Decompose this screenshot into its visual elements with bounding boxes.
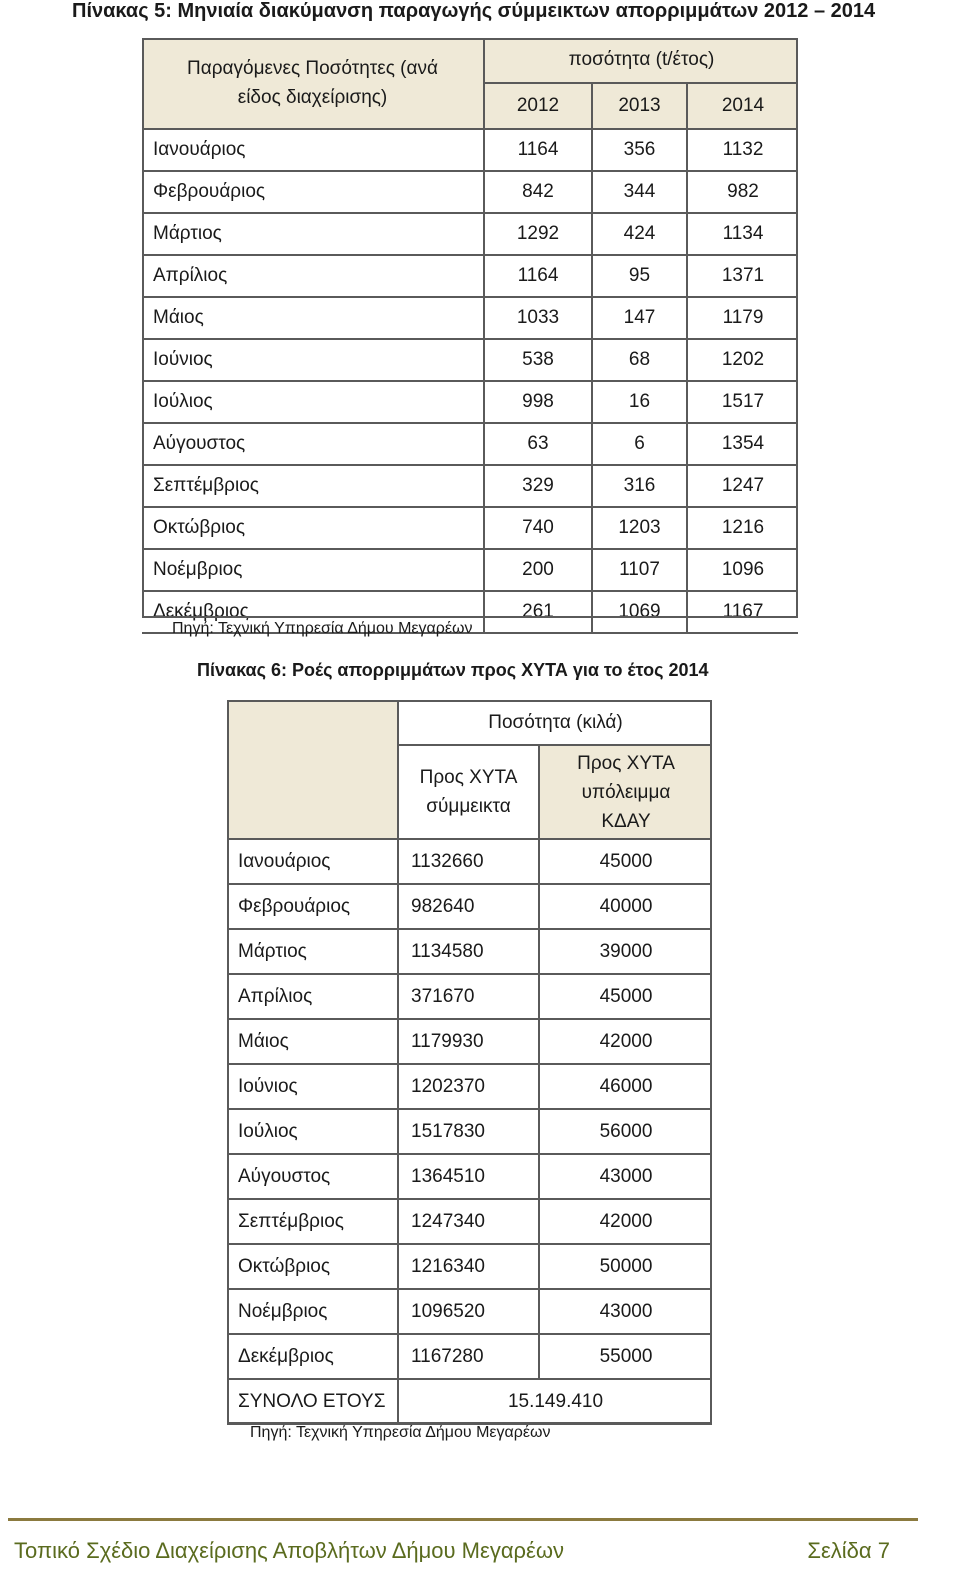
table5-month-cell: Μάιος [142, 297, 484, 339]
table5-value-2014: 1216 [687, 507, 798, 549]
table6-row [227, 1289, 712, 1334]
footer-rule [8, 1518, 918, 1521]
table5-header-unit: ποσότητα (t/έτος) [484, 38, 798, 83]
table5-value-2014: 1134 [687, 213, 798, 255]
table5-row [142, 465, 798, 507]
table5-value-2014: 1179 [687, 297, 798, 339]
table6-mixed-value: 1167280 [398, 1334, 539, 1379]
table6-header-unit: Ποσότητα (κιλά) [398, 700, 712, 745]
table6-mixed-value: 1134580 [398, 929, 539, 974]
table6-total-label: ΣΥΝΟΛΟ ΕΤΟΥΣ [227, 1379, 398, 1424]
table6-total-value: 15.149.410 [398, 1379, 712, 1424]
table6-residue-value: 42000 [539, 1199, 712, 1244]
table5-row [142, 129, 798, 171]
table6-residue-value: 55000 [539, 1334, 712, 1379]
table5-value-2012: 329 [484, 465, 592, 507]
table6-residue-value: 43000 [539, 1289, 712, 1334]
table5-month-cell: Ιούνιος [142, 339, 484, 381]
table6-mixed-value: 1096520 [398, 1289, 539, 1334]
table5-value-2014: 1202 [687, 339, 798, 381]
table5-row [142, 381, 798, 423]
table6-month-cell: Φεβρουάριος [227, 884, 398, 929]
table6-row [227, 1109, 712, 1154]
footer-document-title: Τοπικό Σχέδιο Διαχείρισης Αποβλήτων Δήμου Μεγαρέων [14, 1538, 565, 1563]
table6-month-cell: Απρίλιος [227, 974, 398, 1019]
table5-month-cell: Οκτώβριος [142, 507, 484, 549]
table6-row [227, 929, 712, 974]
table6-row [227, 1199, 712, 1244]
table5-value-2012: 1164 [484, 129, 592, 171]
table5-value-2013: 356 [592, 129, 687, 171]
table5-value-2012: 1292 [484, 213, 592, 255]
table6-residue-value: 56000 [539, 1109, 712, 1154]
table5-value-2013: 16 [592, 381, 687, 423]
table6-month-cell: Ιούλιος [227, 1109, 398, 1154]
table6-mixed-value: 1179930 [398, 1019, 539, 1064]
table5-value-2014: 1247 [687, 465, 798, 507]
table5-value-2012: 998 [484, 381, 592, 423]
table5-month-cell: Φεβρουάριος [142, 171, 484, 213]
table6-row [227, 1154, 712, 1199]
table5-value-2012: 200 [484, 549, 592, 591]
table5-row [142, 339, 798, 381]
table5-row [142, 549, 798, 591]
table6-mixed-value: 982640 [398, 884, 539, 929]
table5-value-2013: 1069 [592, 591, 687, 633]
table6-row [227, 884, 712, 929]
table6-residue-value: 42000 [539, 1019, 712, 1064]
table6-mixed-value: 1202370 [398, 1064, 539, 1109]
table5-value-2014: 1132 [687, 129, 798, 171]
table5-month-cell: Απρίλιος [142, 255, 484, 297]
table5-value-2013: 344 [592, 171, 687, 213]
table6-residue-value: 46000 [539, 1064, 712, 1109]
table5-year-2014: 2014 [687, 83, 798, 129]
footer-page-number: Σελίδα 7 [807, 1538, 890, 1563]
table6-mixed-value: 1132660 [398, 839, 539, 884]
table5-month-cell: Ιανουάριος [142, 129, 484, 171]
table5-year-2013: 2013 [592, 83, 687, 129]
table6-body [227, 839, 712, 1379]
table5-value-2013: 147 [592, 297, 687, 339]
table6-source: Πηγή: Τεχνική Υπηρεσία Δήμου Μεγαρέων [250, 1424, 551, 1441]
table5-value-2013: 1107 [592, 549, 687, 591]
table6-mixed-value: 1517830 [398, 1109, 539, 1154]
table5-value-2012: 538 [484, 339, 592, 381]
table6-row [227, 839, 712, 884]
table6-row [227, 1019, 712, 1064]
table5-month-cell: Σεπτέμβριος [142, 465, 484, 507]
table6-residue-value: 43000 [539, 1154, 712, 1199]
table5-year-2012: 2012 [484, 83, 592, 129]
table6-residue-value: 45000 [539, 839, 712, 884]
table5-value-2014: 1167 [687, 591, 798, 633]
table5-row [142, 255, 798, 297]
table6-title: Πίνακας 6: Ροές απορριμμάτων προς ΧΥΤΑ για το έτος 2014 [197, 660, 709, 680]
table5-value-2014: 1096 [687, 549, 798, 591]
table6-mixed-value: 1216340 [398, 1244, 539, 1289]
table6-residue-value: 40000 [539, 884, 712, 929]
table5-value-2012: 1033 [484, 297, 592, 339]
table6-residue-value: 50000 [539, 1244, 712, 1289]
table5-value-2012: 63 [484, 423, 592, 465]
table5-row [142, 297, 798, 339]
table5-value-2012: 842 [484, 171, 592, 213]
table6-header-blank [227, 700, 398, 839]
table5-row [142, 213, 798, 255]
table5-value-2012: 261 [484, 591, 592, 633]
table6-month-cell: Σεπτέμβριος [227, 1199, 398, 1244]
table6-mixed-value: 1364510 [398, 1154, 539, 1199]
table6-month-cell: Οκτώβριος [227, 1244, 398, 1289]
table5-value-2012: 1164 [484, 255, 592, 297]
table5-month-cell: Δεκέμβριος [142, 591, 484, 633]
table6-month-cell: Μάιος [227, 1019, 398, 1064]
table5-value-2013: 316 [592, 465, 687, 507]
table5-body [142, 129, 798, 633]
table5-source: Πηγή: Τεχνική Υπηρεσία Δήμου Μεγαρέων [172, 620, 473, 637]
table5-value-2013: 6 [592, 423, 687, 465]
table6-row [227, 1064, 712, 1109]
table6-month-cell: Αύγουστος [227, 1154, 398, 1199]
table5-value-2014: 1354 [687, 423, 798, 465]
table6-month-cell: Ιανουάριος [227, 839, 398, 884]
table5-month-cell: Αύγουστος [142, 423, 484, 465]
table5-header-label: Παραγόμενες Ποσότητες (ανά είδος διαχείρισης) [142, 38, 484, 129]
table5-row [142, 423, 798, 465]
table5-value-2013: 424 [592, 213, 687, 255]
table5-row [142, 507, 798, 549]
table5-value-2013: 1203 [592, 507, 687, 549]
table6-row [227, 974, 712, 1019]
table5-month-cell: Ιούλιος [142, 381, 484, 423]
table5-month-cell: Νοέμβριος [142, 549, 484, 591]
table6-residue-value: 39000 [539, 929, 712, 974]
table5-value-2014: 1517 [687, 381, 798, 423]
table6-mixed-value: 371670 [398, 974, 539, 1019]
table5-value-2012: 740 [484, 507, 592, 549]
table6 [227, 700, 712, 1425]
table6-residue-value: 45000 [539, 974, 712, 1019]
table5-value-2013: 95 [592, 255, 687, 297]
table6-month-cell: Νοέμβριος [227, 1289, 398, 1334]
table6-row [227, 1244, 712, 1289]
table6-col-mixed: Προς ΧΥΤΑ σύμμεικτα [398, 745, 539, 839]
table6-col-residue: Προς ΧΥΤΑ υπόλειμμα ΚΔΑΥ [539, 745, 712, 839]
table5-value-2014: 982 [687, 171, 798, 213]
table5-month-cell: Μάρτιος [142, 213, 484, 255]
table6-month-cell: Μάρτιος [227, 929, 398, 974]
table6-month-cell: Δεκέμβριος [227, 1334, 398, 1379]
table5-title: Πίνακας 5: Μηνιαία διακύμανση παραγωγής σύμμεικτων απορριμμάτων 2012 – 2014 [72, 0, 876, 22]
table6-mixed-value: 1247340 [398, 1199, 539, 1244]
table6-row [227, 1334, 712, 1379]
table5-row [142, 171, 798, 213]
table5-value-2013: 68 [592, 339, 687, 381]
table5 [142, 38, 798, 634]
table6-month-cell: Ιούνιος [227, 1064, 398, 1109]
table5-value-2014: 1371 [687, 255, 798, 297]
